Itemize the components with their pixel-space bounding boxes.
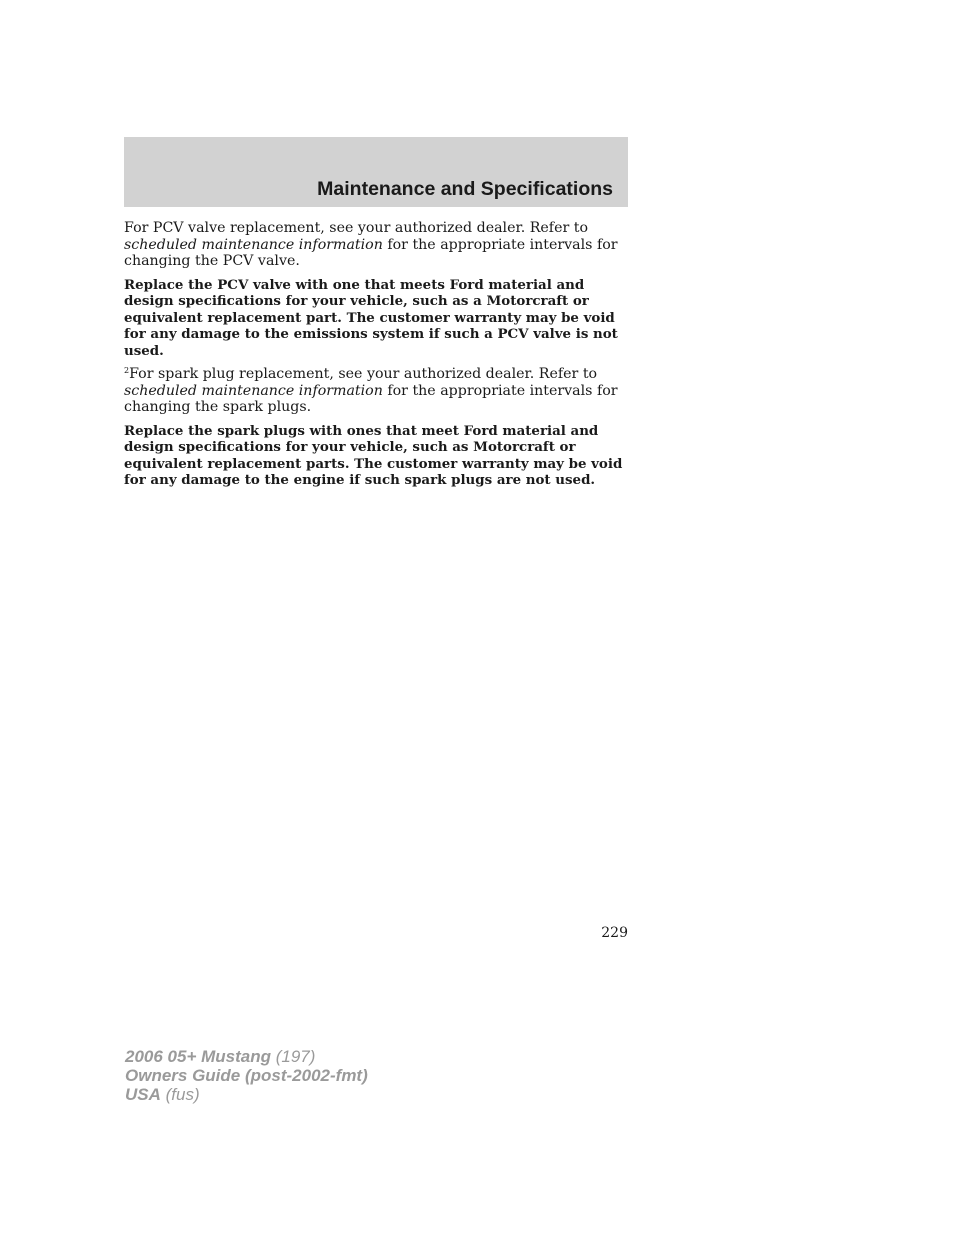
footer-line-2 (125, 1066, 368, 1085)
pcv-replacement-paragraph (124, 220, 628, 270)
pcv-text-end: for the appropriate intervals for changing the PCV valve. (124, 236, 618, 269)
page-content (124, 220, 628, 496)
footer-line-1 (125, 1047, 368, 1066)
pcv-maintenance-reference: scheduled maintenance information (124, 236, 383, 253)
footer-model-code: (197) (271, 1047, 316, 1066)
footer-line-3 (125, 1085, 368, 1104)
document-footer (125, 1047, 368, 1104)
spark-plug-warning-paragraph: Replace the spark plugs with ones that meet Ford material and design specifications for your vehicle, such as Motorcraft or equivalent replacement parts. The customer warranty may be void for any damage to the engine if such spark plugs are not used. (124, 422, 623, 488)
footer-market: USA (125, 1085, 161, 1104)
section-header-band (124, 137, 628, 207)
spark-plug-replacement-paragraph (124, 366, 628, 416)
footer-model: 2006 05+ Mustang (125, 1047, 271, 1066)
section-title: Maintenance and Specifications (317, 178, 613, 200)
spark-text-end: for the appropriate intervals for changing the spark plugs. (124, 382, 618, 415)
spark-maintenance-reference: scheduled maintenance information (124, 382, 383, 399)
page-number: 229 (601, 925, 628, 941)
footnote-marker: 2 (124, 366, 130, 375)
pcv-text-start: For PCV valve replacement, see your authorized dealer. Refer to (124, 220, 588, 236)
footer-market-code: (fus) (160, 1085, 200, 1104)
spark-text-start: For spark plug replacement, see your authorized dealer. Refer to (129, 366, 598, 382)
pcv-warning-paragraph: Replace the PCV valve with one that meets Ford material and design specifications for your vehicle, such as a Motorcraft or equivalent replacement part. The customer warranty may be void for any damage to the emissions system if such a PCV valve is not used. (124, 276, 618, 359)
footer-guide: Owners Guide (post-2002-fmt) (125, 1066, 368, 1085)
